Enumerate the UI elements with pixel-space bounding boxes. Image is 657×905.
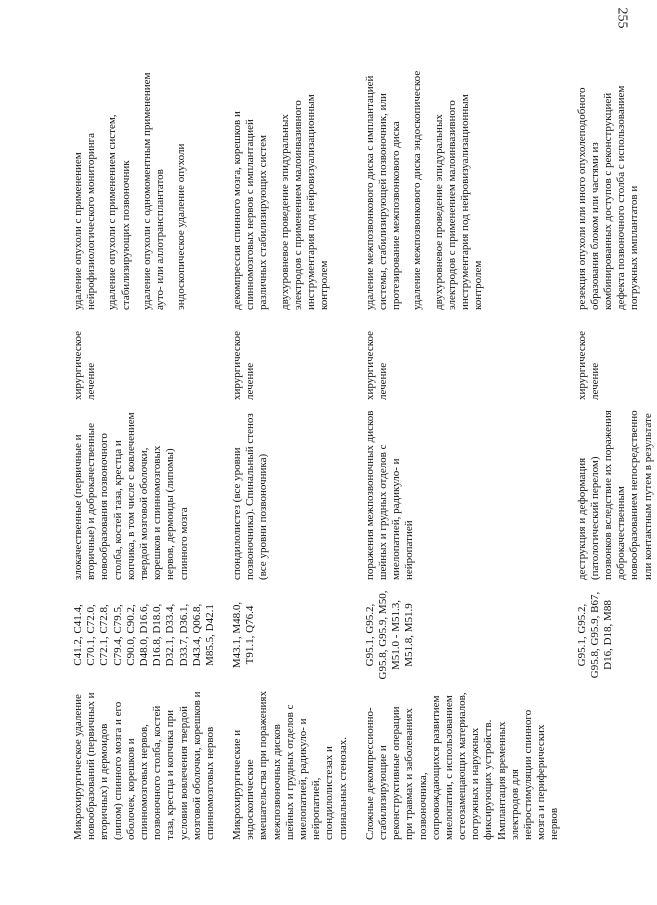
method-item: удаление опухоли с применением нейрофизиологического мониторинга xyxy=(72,132,98,310)
table-row xyxy=(564,65,657,845)
icd-codes: M43.1, M48.0, T91.1, Q76.4 xyxy=(231,601,257,669)
icd-codes: G95.1, G95.2, G95.8, G95.9, B67, D16, D18, M88 xyxy=(575,591,614,679)
method-item: декомпрессия спинного мозга, корешков и спинномозговых нервов с имплантацией различных стабилизирующих систем xyxy=(231,111,270,310)
method-item: резекция опухоли или иного опухолеподобного образования блоком или частями из комбинированных доступов с реконструкцией дефекта позвоночного столба с использованием погружных имплантатов и xyxy=(575,85,641,310)
table-row xyxy=(352,65,564,845)
diagnosis-description: поражения межпозвоночных дисков шейных и грудных отделов с миелопатией, радикуло- и нейропатией xyxy=(363,410,416,580)
treatment-type: хирургическое лечение xyxy=(72,330,98,400)
method-item: удаление опухоли с одномоментным применением ауто- или аллотрансплантатов xyxy=(140,72,166,310)
method-item: удаление межпозвонкового диска эндоскопическое xyxy=(411,70,424,310)
method-item: эндоскопическое удаление опухоли xyxy=(175,143,188,310)
procedure-name: Микрохирургические и эндоскопические вмешательства при поражениях межпозвоночных дисков шейных и грудных отделов с миелопатией, радикуло- и нейропатией, спондилолистезах и спинальных стенозах. xyxy=(231,691,349,840)
procedure-name: Микрохирургическое удаление новообразований (первичных и вторичных) и дермоидов (липом) спинного мозга и его оболочек, корешков и спинномозговых нервов, позвоночного столба, костей таза, крестца и копчика при условии вовлечения твердой мозговой оболочки, корешков и спинномозговых нервов xyxy=(72,691,216,840)
method-item: удаление межпозвонкового диска с имплантацией системы, стабилизирующей позвоночник, или протезирование межпозвонкового диска xyxy=(363,75,403,310)
table-row xyxy=(70,65,219,845)
method-item: двухуровневое проведение эпидуральных электродов с применением малоинвазивного инструментария под нейровизуализационным контролем xyxy=(432,94,485,310)
methods-cell xyxy=(70,65,219,315)
icd-codes: C41.2, C41.4, C70.1, C72.0, C72.1, C72.8, C79.4, C79.5, C90.0, C90.2, D48.0, D16.6, D16.8, D18.0, D32.1, D33.4, D33.7, D36.1, D43.4, Q06.8, M85.5, D42.1 xyxy=(72,603,216,667)
method-item: двухуровневое проведение эпидуральных электродов с применением малоинвазивного инструментария под нейровизуализационным контролем xyxy=(278,94,331,310)
methods-cell xyxy=(352,65,564,315)
treatment-type: хирургическое лечение xyxy=(363,330,389,400)
procedure-name xyxy=(564,685,657,845)
diagnosis-description: деструкция и деформация (патологический перелом) позвонков вследствие их поражения доброкачественным новообразованием непосредственно или контактным путем в результате xyxy=(575,410,654,580)
methods-cell xyxy=(219,65,352,315)
procedure-name: Сложные декомпрессионно-стабилизирующие и реконструктивные операции при травмах и заболеваниях позвоночника, сопровождающихся развитием миелопатии, с использованием остеозамещающих материалов, погружных и наружных фиксирующих устройств. Имплантация временных электродов для нейростимуляции спинного мозга и периферических нервов xyxy=(363,692,561,840)
procedures-table xyxy=(70,65,657,845)
table-row xyxy=(219,65,352,845)
method-item: удаление опухоли с применением систем, стабилизирующих позвоночник xyxy=(106,114,132,310)
page-number: 255 xyxy=(614,7,630,29)
diagnosis-description: спондилолистез (все уровни позвоночника). Спинальный стеноз (все уровни позвоночника) xyxy=(231,413,270,580)
icd-codes: G95.1, G95.2, G95.8, G95.9, M50, M51.0 - M51.3, M51.8, M51.9 xyxy=(363,590,416,680)
methods-cell xyxy=(564,65,657,315)
treatment-type: хирургическое лечение xyxy=(231,330,257,400)
rotated-content xyxy=(70,65,654,845)
diagnosis-description: злокачественные (первичные и вторичные) и доброкачественные новообразования позвоночного столба, костей таза, крестца и копчика, в том числе с вовлечением твердой мозговой оболочки, корешков и спинномозговых нервов, дермоиды (липомы) спинного мозга xyxy=(72,412,190,580)
treatment-type: хирургическое лечение xyxy=(575,330,601,400)
